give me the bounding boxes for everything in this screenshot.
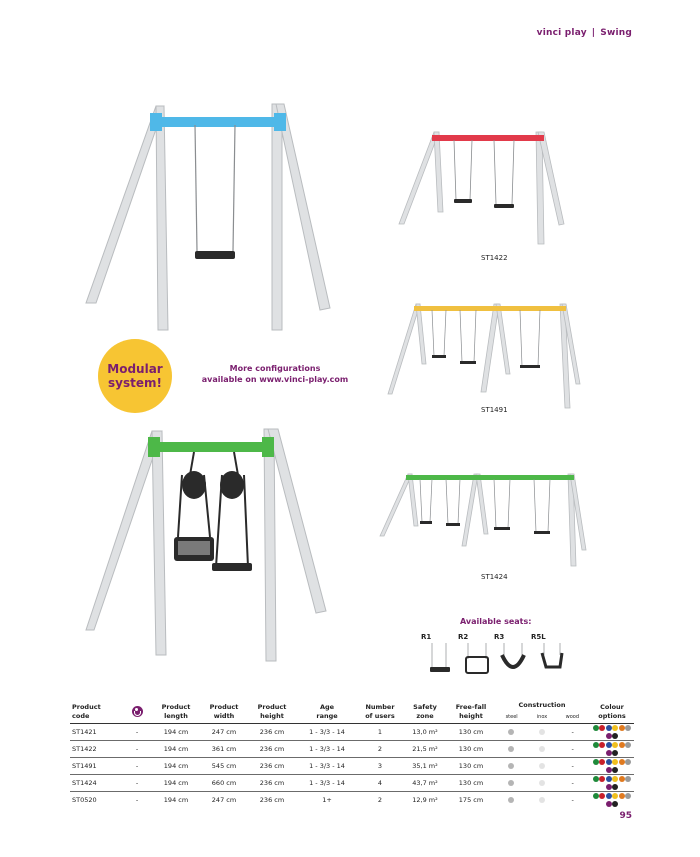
colour-dot [625, 759, 631, 765]
cell-safety: 35,1 m² [402, 758, 448, 775]
colour-dot [599, 759, 605, 765]
cell-free-fall: 175 cm [448, 792, 494, 809]
cell-free-fall: 130 cm [448, 775, 494, 792]
table-row [70, 775, 634, 792]
seat-r2-icon [466, 657, 488, 673]
th-safety-zone: Safety zone [413, 702, 437, 720]
th-users: Number of users [365, 702, 395, 720]
cell-construction [494, 724, 590, 741]
colour-dot [606, 725, 612, 731]
cell-age: 1 - 3/3 - 14 [296, 758, 358, 775]
section-name: Swing [600, 28, 632, 38]
colour-dot [606, 759, 612, 765]
available-seats-title: Available seats: [460, 617, 532, 626]
colour-dot [625, 776, 631, 782]
cell-length: 194 cm [152, 758, 200, 775]
badge-line-1: Modular [107, 362, 163, 376]
colour-dot [612, 750, 618, 756]
modular-system-badge [98, 339, 172, 413]
colour-dot [593, 793, 599, 799]
inox-check-dot [539, 746, 545, 752]
seat-code-r3: R3 [494, 633, 505, 641]
steel-check-dot [508, 746, 514, 752]
colour-dot [612, 759, 618, 765]
th-product-code: Product code [72, 702, 101, 720]
colour-dot [612, 776, 618, 782]
colour-dot [619, 793, 625, 799]
colour-dot [619, 759, 625, 765]
cell-height: 236 cm [248, 792, 296, 809]
more-line-1: More configurations [229, 364, 321, 373]
cell-access: - [122, 792, 152, 809]
cell-age: 1+ [296, 792, 358, 809]
steel-check-dot [508, 780, 514, 786]
colour-dot [606, 793, 612, 799]
colour-dot [599, 742, 605, 748]
colour-dot [593, 776, 599, 782]
cell-free-fall: 130 cm [448, 724, 494, 741]
steel-check-dot [508, 763, 514, 769]
colour-dot [612, 733, 618, 739]
cell-access: - [122, 741, 152, 758]
cell-safety: 12,9 m² [402, 792, 448, 809]
cell-length: 194 cm [152, 792, 200, 809]
wood-value: - [571, 796, 574, 804]
swing-image-st1422 [396, 128, 566, 248]
steel-check-dot [508, 797, 514, 803]
colour-dot [606, 742, 612, 748]
cell-access: - [122, 775, 152, 792]
page-number: 95 [619, 811, 632, 821]
cell-users: 4 [358, 775, 402, 792]
cell-width: 247 cm [200, 792, 248, 809]
header-separator: | [591, 28, 596, 38]
product-spec-table [70, 700, 634, 808]
brand-name: vinci play [536, 28, 587, 38]
colour-dot [599, 725, 605, 731]
seat-code-r2: R2 [458, 633, 469, 641]
inox-check-dot [539, 797, 545, 803]
colour-dot [612, 784, 618, 790]
cell-safety: 21,5 m² [402, 741, 448, 758]
cell-height: 236 cm [248, 758, 296, 775]
more-line-2[interactable]: available on www.vinci-play.com [201, 375, 349, 384]
table-header-row [70, 700, 634, 724]
cell-code: ST1422 [70, 741, 122, 758]
colour-dot [619, 742, 625, 748]
table-row [70, 724, 634, 741]
table-row [70, 741, 634, 758]
swing-image-st1491 [388, 298, 588, 408]
cell-height: 236 cm [248, 775, 296, 792]
cell-width: 660 cm [200, 775, 248, 792]
cell-height: 236 cm [248, 724, 296, 741]
colour-dot [606, 801, 612, 807]
cell-safety: 43,7 m² [402, 775, 448, 792]
cell-users: 2 [358, 792, 402, 809]
th-accessibility [122, 700, 152, 724]
inox-check-dot [539, 763, 545, 769]
cell-code: ST1491 [70, 758, 122, 775]
colour-dot [612, 767, 618, 773]
colour-dot [612, 793, 618, 799]
seat-r1-icon [430, 667, 450, 672]
colour-dot [625, 725, 631, 731]
colour-dot [612, 725, 618, 731]
colour-dot [619, 776, 625, 782]
cell-construction [494, 741, 590, 758]
th-construction: Construction steel inox wood [505, 701, 580, 720]
th-product-length: Product length [161, 702, 191, 720]
colour-dot [619, 725, 625, 731]
colour-dot [606, 767, 612, 773]
page-header [537, 28, 632, 38]
swing-image-green-special [86, 425, 336, 665]
cell-construction [494, 775, 590, 792]
cell-length: 194 cm [152, 741, 200, 758]
colour-dot [593, 759, 599, 765]
swing-image-st1424 [380, 470, 590, 570]
colour-dot [606, 750, 612, 756]
seat-r3-icon [502, 655, 524, 667]
wood-value: - [571, 745, 574, 753]
colour-dot [599, 776, 605, 782]
cell-users: 1 [358, 724, 402, 741]
cell-age: 1 - 3/3 - 14 [296, 775, 358, 792]
cell-access: - [122, 758, 152, 775]
th-product-width: Product width [209, 702, 239, 720]
inox-check-dot [539, 780, 545, 786]
cell-code: ST1421 [70, 724, 122, 741]
colour-dot [606, 733, 612, 739]
steel-check-dot [508, 729, 514, 735]
cell-width: 361 cm [200, 741, 248, 758]
th-age-range: Age range [316, 702, 338, 720]
table-row [70, 758, 634, 775]
cell-width: 247 cm [200, 724, 248, 741]
th-colour-options: Colour options [598, 702, 626, 720]
caption-st1422: ST1422 [481, 254, 508, 262]
cell-users: 3 [358, 758, 402, 775]
cell-colour-options [590, 741, 634, 758]
cell-length: 194 cm [152, 724, 200, 741]
cell-width: 545 cm [200, 758, 248, 775]
inox-check-dot [539, 729, 545, 735]
colour-dot [599, 793, 605, 799]
cell-construction [494, 792, 590, 809]
colour-dot [612, 801, 618, 807]
cell-construction [494, 758, 590, 775]
wood-value: - [571, 728, 574, 736]
cell-safety: 13,0 m² [402, 724, 448, 741]
cell-age: 1 - 3/3 - 14 [296, 724, 358, 741]
colour-dot [625, 742, 631, 748]
seat-r5l-icon [542, 653, 562, 667]
cell-colour-options [590, 758, 634, 775]
colour-dot [606, 784, 612, 790]
cell-free-fall: 130 cm [448, 758, 494, 775]
colour-dot [612, 742, 618, 748]
more-configurations-note [200, 363, 350, 385]
swing-image-blue [80, 98, 340, 338]
badge-line-2: system! [108, 376, 162, 390]
colour-dot [625, 793, 631, 799]
cell-code: ST0520 [70, 792, 122, 809]
colour-dot [593, 725, 599, 731]
colour-dot [593, 742, 599, 748]
cell-code: ST1424 [70, 775, 122, 792]
th-free-fall: Free-fall height [455, 702, 487, 720]
cell-users: 2 [358, 741, 402, 758]
cell-colour-options [590, 775, 634, 792]
seats-images [420, 643, 570, 677]
cell-age: 1 - 3/3 - 14 [296, 741, 358, 758]
cell-colour-options [590, 724, 634, 741]
cell-colour-options [590, 792, 634, 809]
seat-code-r5l: R5L [531, 633, 546, 641]
th-product-height: Product height [257, 702, 287, 720]
caption-st1424: ST1424 [481, 573, 508, 581]
table-row [70, 792, 634, 809]
wheelchair-icon [132, 706, 143, 717]
caption-st1491: ST1491 [481, 406, 508, 414]
cell-height: 236 cm [248, 741, 296, 758]
seat-code-r1: R1 [421, 633, 432, 641]
wood-value: - [571, 762, 574, 770]
colour-dot [606, 776, 612, 782]
cell-length: 194 cm [152, 775, 200, 792]
cell-free-fall: 130 cm [448, 741, 494, 758]
cell-access: - [122, 724, 152, 741]
wood-value: - [571, 779, 574, 787]
